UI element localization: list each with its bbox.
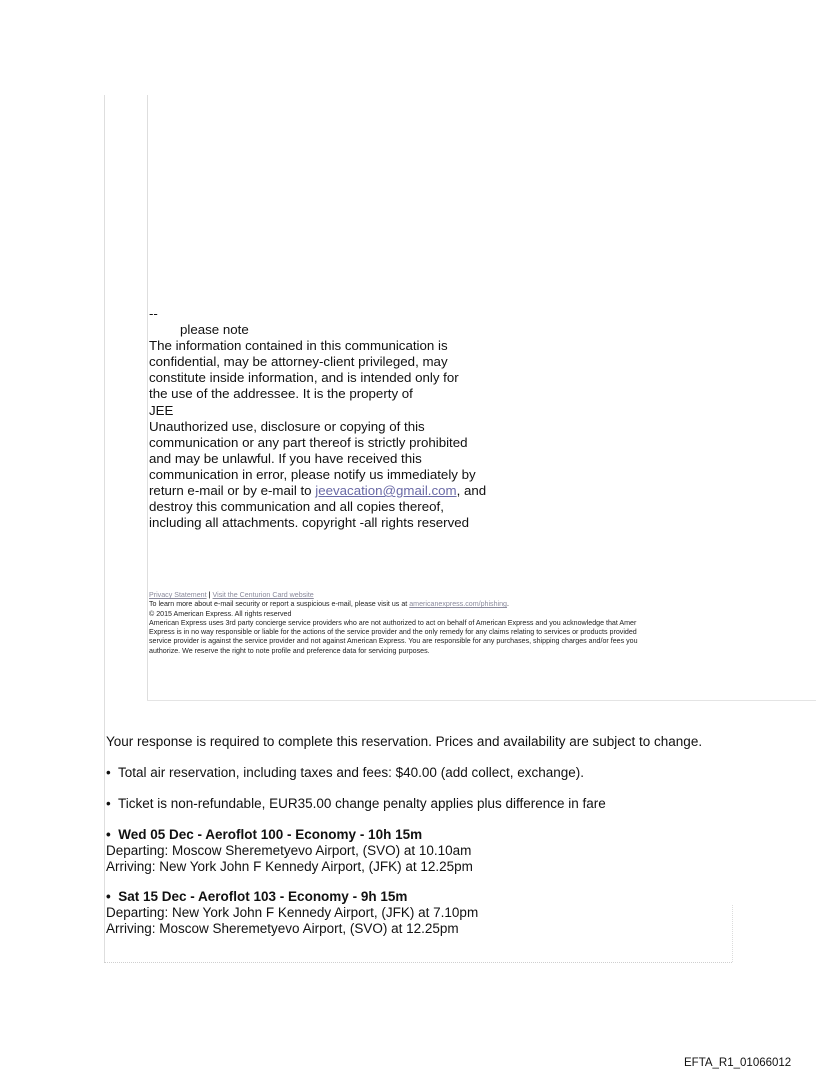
response-required-text: Your response is required to complete this reservation. Prices and availability are subject to change.: [106, 734, 703, 749]
signature-dashes: --: [149, 306, 158, 321]
link-separator: |: [208, 591, 211, 599]
notice-line: The information contained in this communication is: [149, 338, 448, 354]
email-suffix: , and: [456, 483, 487, 499]
flight-title: Wed 05 Dec - Aeroflot 100 - Economy - 10h 15m: [118, 827, 423, 842]
flight-arriving: Arriving: Moscow Sheremetyevo Airport, (SVO) at 12.25pm: [106, 921, 459, 936]
amex-footer: [149, 591, 816, 656]
notice-line: including all attachments. copyright -all rights reserved: [149, 515, 470, 531]
flight-segment: [106, 827, 806, 875]
document-id: EFTA_R1_01066012: [684, 1057, 792, 1069]
legal-line: service provider is against the service provider and not against American Express. You are responsible for any purchases, shipping charges and/or fees you: [149, 637, 638, 646]
flight-departing: Departing: Moscow Sheremetyevo Airport, (SVO) at 10.10am: [106, 843, 472, 858]
email-prefix: return e-mail or by e-mail to: [149, 483, 316, 499]
copyright-text: © 2015 American Express. All rights reserved: [149, 609, 292, 618]
phishing-link[interactable]: americanexpress.com/phishing: [409, 600, 508, 609]
legal-line: American Express uses 3rd party concierge service providers who are not authorized to act on behalf of American Express and you acknowledge that Amer: [149, 618, 637, 627]
notice-line: communication or any part thereof is strictly prohibited: [149, 434, 468, 450]
inner-divider: [147, 700, 816, 701]
flight-title: Sat 15 Dec - Aeroflot 103 - Economy - 9h 15m: [118, 889, 408, 904]
notice-line: the use of the addressee. It is the property of: [149, 386, 413, 402]
reservation-details: [106, 734, 806, 937]
outer-divider: [104, 962, 732, 963]
bullet: •: [106, 796, 111, 811]
flight-segment: [106, 889, 806, 937]
flight-arriving: Arriving: New York John F Kennedy Airport, (JFK) at 12.25pm: [106, 859, 473, 874]
notice-line: Unauthorized use, disclosure or copying of this: [149, 418, 425, 434]
security-line: [149, 600, 816, 609]
ticket-text: Ticket is non-refundable, EUR35.00 change penalty applies plus difference in fare: [118, 796, 606, 811]
notice-line: communication in error, please notify us immediately by: [149, 466, 476, 482]
footer-links: [149, 591, 816, 600]
bullet: •: [106, 765, 111, 780]
confidentiality-notice: [149, 306, 529, 531]
quote-border-outer: [104, 95, 105, 963]
security-suffix: .: [507, 600, 509, 609]
notice-line: JEE: [149, 402, 174, 418]
notice-line: confidential, may be attorney-client privileged, may: [149, 354, 448, 370]
bullet: •: [106, 827, 111, 842]
privacy-statement-link[interactable]: Privacy Statement: [149, 591, 207, 599]
notice-email-line: [149, 483, 529, 499]
quote-border-inner: [147, 95, 148, 700]
notice-line: destroy this communication and all copies thereof,: [149, 499, 444, 515]
ticket-item: [106, 796, 806, 812]
flight-departing: Departing: New York John F Kennedy Airport, (JFK) at 7.10pm: [106, 905, 479, 920]
flight-heading: [106, 889, 806, 905]
legal-line: Express is in no way responsible or liable for the actions of the service provider and the only remedy for any claims relating to services or products provided: [149, 628, 637, 637]
security-text: To learn more about e-mail security or report a suspicious e-mail, please visit us at: [149, 600, 410, 609]
flight-heading: [106, 827, 806, 843]
bullet: •: [106, 889, 111, 904]
notice-line: constitute inside information, and is intended only for: [149, 370, 459, 386]
centurion-card-link[interactable]: Visit the Centurion Card website: [212, 591, 314, 599]
total-text: Total air reservation, including taxes and fees: $40.00 (add collect, exchange).: [118, 765, 585, 780]
email-link[interactable]: jeevacation@gmail.com: [315, 483, 457, 499]
notice-line: and may be unlawful. If you have received this: [149, 450, 422, 466]
legal-line: authorize. We reserve the right to note profile and preference data for servicing purposes.: [149, 646, 430, 655]
total-item: [106, 765, 806, 781]
please-note-heading: please note: [180, 322, 249, 338]
